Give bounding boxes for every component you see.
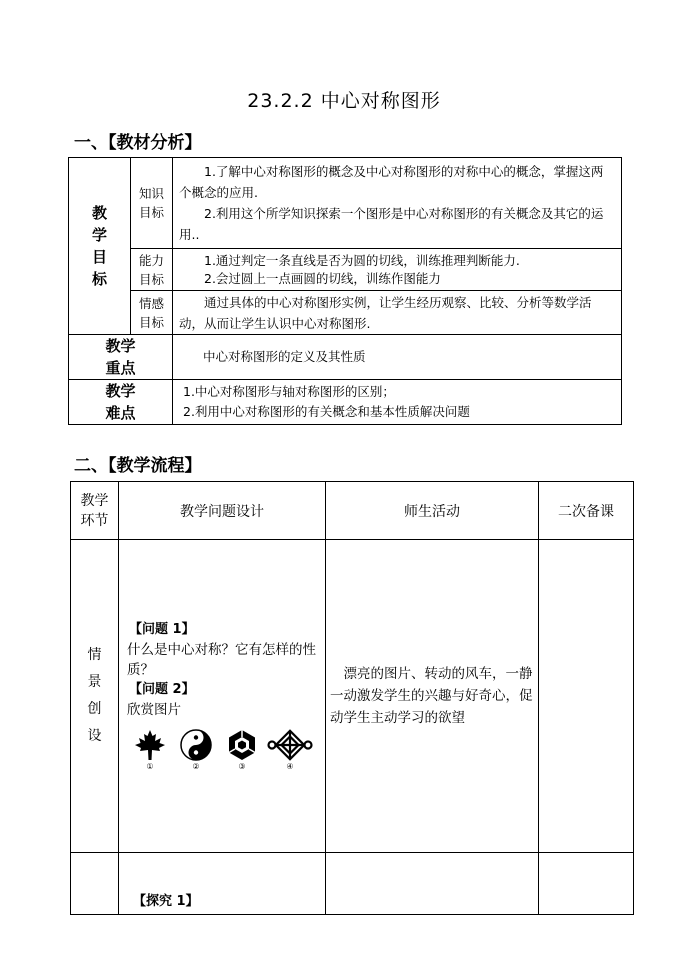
knowledge-goal-label: 知识 目标 xyxy=(131,158,173,249)
difficulty-text: 1.中心对称图形与轴对称图形的区别； 2.利用中心对称图形的有关概念和基本性质解决问题 xyxy=(173,380,622,425)
stage-2-label xyxy=(71,853,119,915)
header-activity: 师生活动 xyxy=(326,482,539,540)
question-design-cell xyxy=(119,540,326,853)
difficulty-label: 教学 难点 xyxy=(69,380,173,425)
flow-table xyxy=(70,481,634,915)
ability-goal-label: 能力 目标 xyxy=(131,249,173,291)
question-2-text: 欣赏图片 xyxy=(127,702,181,718)
activity-cell xyxy=(326,540,539,853)
explore-cell xyxy=(119,853,326,915)
section-heading-analysis: 一、【教材分析】 xyxy=(74,133,202,153)
analysis-table xyxy=(68,157,622,425)
question-1-label: 【问题 1】 xyxy=(129,622,195,637)
page-title: 23.2.2 中心对称图形 xyxy=(247,90,441,112)
knowledge-goal-text: 1.了解中心对称图形的概念及中心对称图形的对称中心的概念，掌握这两个概念的应用. 2.利用这个所学知识探索一个图形是中心对称图形的有关概念及其它的运用.. xyxy=(173,158,622,249)
question-2-label: 【问题 2】 xyxy=(129,682,195,697)
ability-goal-text: 1.通过判定一条直线是否为圆的切线，训练推理判断能力. 2.会过圆上一点画圆的切线，训练作图能力 xyxy=(173,249,622,291)
stage-scenario-label: 情 景 创 设 xyxy=(71,540,119,853)
second-prep-cell xyxy=(539,540,634,853)
header-question-design: 教学问题设计 xyxy=(119,482,326,540)
section-heading-flow: 二、【教学流程】 xyxy=(74,456,202,476)
hexagon-knot-icon: ③ xyxy=(219,728,265,772)
activity-text: 漂亮的图片、转动的风车，一静一动激发学生的兴趣与好奇心，促动学生主动学习的欲望 xyxy=(330,666,533,726)
chinese-knot-icon: ④ xyxy=(265,728,315,772)
emotion-goal-label: 情感 目标 xyxy=(131,291,173,335)
key-point-label: 教学 重点 xyxy=(69,335,173,380)
yin-yang-icon: ② xyxy=(173,728,219,772)
emotion-goal-text: 通过具体的中心对称图形实例，让学生经历观察、比较、分析等数学活动，从而让学生认识中心对称图形. xyxy=(173,291,622,335)
goal-label: 教 学 目 标 xyxy=(69,158,131,335)
activity-cell-2 xyxy=(326,853,539,915)
question-1-text: 什么是中心对称？它有怎样的性质？ xyxy=(127,642,316,678)
maple-leaf-icon: ① xyxy=(127,728,173,772)
header-second-prep: 二次备课 xyxy=(539,482,634,540)
symmetry-images xyxy=(127,728,317,772)
second-prep-cell-2 xyxy=(539,853,634,915)
explore-1-label: 【探究 1】 xyxy=(133,894,199,909)
key-point-text: 中心对称图形的定义及其性质 xyxy=(173,335,622,380)
header-stage: 教学 环节 xyxy=(71,482,119,540)
